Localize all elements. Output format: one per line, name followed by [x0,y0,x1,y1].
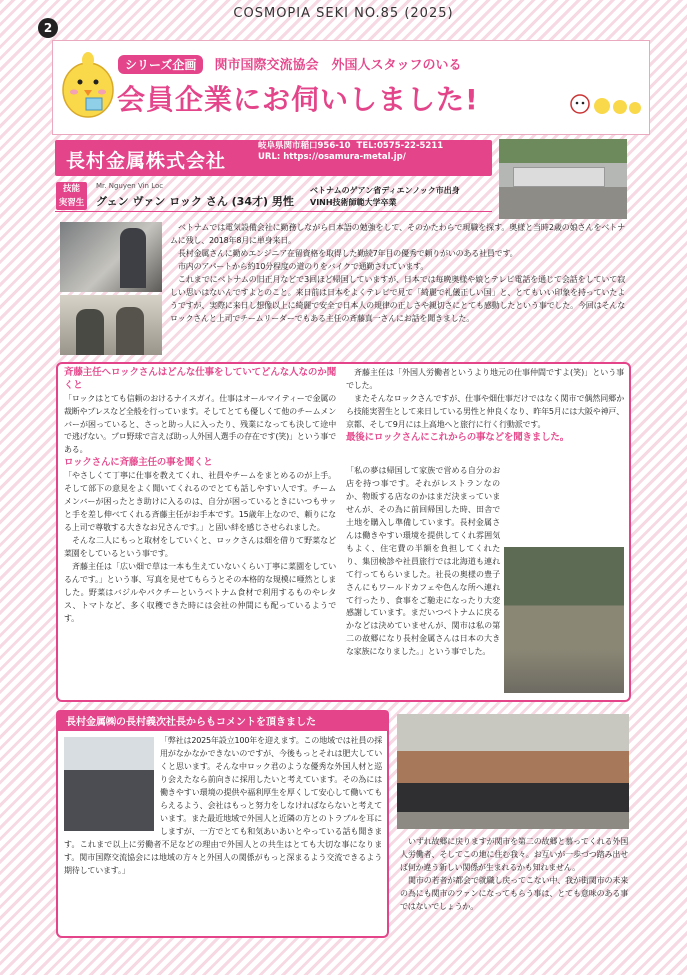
interview-paragraph: 「私の夢は帰国して家族で営める自分のお店を持つ事です。それがレストランなのか、物販する店なのかはまだ決まっていませんが、その為に前回帰国した時、田舎で土地を購入し準備しています。長村金属さんは働きやすい環境を提供してくれ雰囲気もよく、住宅費の半額を負担してくれたり、集団検診や社員旅行では北海道も連れて行ってもらいました。社長の奥様の豊子さんにもワールドカフェや色んな所へ連れて行ったり、食事をご馳走になったり大変感謝しています。まだいつベトナムに戻るかなどは決めていませんが、関市は私の第二の故郷になり長村金属さんは日本の大きな家族になりました。」という事でした。 [346,466,500,657]
work-photo [60,222,162,292]
interview-right-column-top [346,367,624,445]
closing-paragraph: いずれ故郷に戻りますが関市を第二の故郷と慕ってくれる外国人労働者、そしてこの地に住む我々。お互いが一歩づつ踏み出せば何か違う新しい関係が生まれるかも知れません。 [400,837,628,872]
intro-text [170,222,625,326]
page-header-title: COSMOPIA SEKI NO.85 (2025) [233,6,454,21]
interview-paragraph: 「ロックはとても信頼のおけるナイスガイ。仕事はオールマイティーで金属の裁断やプレスなど全般を行っています。そしてとても優しくて他のチームメンバーが困っていると、さっと助っ人に入ったり、残業になっても決して途中で逃げない。プロ野球で言えば助っ人外国人選手の存在です(笑)」という事である。 [64,393,336,455]
company-address: 岐阜県関市稲口956-10 [258,141,351,151]
staff-name: グェン ヴァン ロック さん (34才) 男性 [96,195,294,208]
interview-paragraph: またそんなロックさんですが、仕事や畑仕事だけではなく関市で偶然同郷から技能実習生として来日している男性と仲良くなり、昨年5月には大阪や神戸、京都、そして9月には上高地へと旅行に行く行動派です。 [346,393,624,429]
interview-paragraph: 斉藤主任は「外国人労働者というより地元の仕事仲間ですよ(笑)」という事でした。 [346,368,624,390]
staff-romaji: Mr. Nguyen Vin Loc [96,182,164,190]
factory-photo [499,139,627,219]
staff-origin: ベトナムのゲアン省ディエンノック市出身 [310,186,460,195]
company-url[interactable]: URL: https://osamura-metal.jp/ [258,152,406,163]
president-comment-wrap [64,735,382,933]
closing-paragraph: 関市の若者が都会で就職し戻ってこない中、我が街関市の未来の為にも関市のファンになってもらう事は、とても意味のある事ではないでしょうか。 [400,875,628,911]
intro-paragraph: 市内のアパートから約10分程度の道のりをバイクで通勤されています。 [178,261,429,271]
interview-heading: 最後にロックさんにこれからの事などを聞きました。 [346,431,570,443]
president-comment: 「弊社は2025年設立100年を迎えます。この地域では社員の採用がなかなかできないのですが、今後もっとそれは肥大していくと思います。そんな中ロック君のような優秀な外国人材と巡り会えたなら前向きに採用したいと考えています。その為には働きやすい環境の提供や福利厚生を厚くして安心して働いてもらえるよう、会社はもっと努力をしなければならないと考えています。また最近地域で外国人と近隣の方とのトラブルを耳にしますが、一方でとても和気あいあいとやっている話も聞きます。これまで以上に労働者不足などの理由で外国人との共生はとても大切な事になります。関市国際交流協会には地域の方々と外国人の関係がもっと深まるよう交流できるよう期待しています。」 [64,736,382,875]
intro-paragraph: ベトナムでは電気設備会社に勤務しながら日本語の勉強をして、そのかたわらで現職を探す。奥様と当時2歳の娘さんをベトナムに残し、2018年8月に単身来日。 [170,223,625,245]
banner-title: 会員企業にお伺いしました! [117,83,479,116]
intro-paragraph: これまでにベトナムの旧正月などで3回ほど帰国していますが、日本では毎晩奥様や娘とテレビ電話を通じて会話をしていて寂しい思いはないんですよとのこと。来日前は日本をよくテレビで見て「綺麗で礼儀正しい国」と、とてもいい印象を持っていたようですが、実際に来日し想像以上に綺麗で安全で日本人の規律の正しさや親切さにとても感動したという事でした。今回はそんなロックさんと上司でチームリーダーでもある主任の斉藤真一さんにお話を聞きました。 [170,274,625,323]
mascot-group-icon [566,88,644,118]
interview-left-column [64,367,336,626]
series-badge: シリーズ企画 [118,55,203,74]
banner-subtitle: 関市国際交流協会 外国人スタッフのいる [214,58,462,73]
staff-group-photo [397,714,629,829]
intro-paragraph: 長村金属さんに勤めエンジニア在留資格を取得した勤続7年目の優秀で頼りがいのある社員です。 [178,248,518,258]
wreath-photo [504,547,624,693]
staff-school: VINH技術師範大学卒業 [310,197,397,207]
interview-heading: ロックさんに斉藤主任の事を聞くと [64,457,213,469]
staff-label-1: 技能 [62,184,80,194]
interview-right-column [346,465,624,697]
closing-text [400,836,628,914]
interview-paragraph: 「やさしくて丁寧に仕事を教えてくれ、社員やチームをまとめるのが上手。そして部下の意見をよく聞いてくれるのでとても話しやすい人です。チームメンバーが困ったとき助けに入るのは、自分が困っているときにいつもサッと手を差し伸べてくれる斉藤主任がお手本です。15歳年上なので、頼りになる上司で尊敬する大きなお兄さんです。」と固い絆を感じさせられました。 [64,471,336,533]
president-photo [64,737,154,831]
chick-mascot-icon [58,46,118,122]
interview-paragraph: 斉藤主任は「広い畑で草は一本も生えていないくらい丁寧に菜園をしているんです。」という事、写真を見せてもらうとその本格的な規模に唖然としました。野菜はバジルやパクチーというベトナム食材で利用するものやレタス、トマトなど、多く収穫できた時には会社の仲間にも配っているようです。 [64,561,336,623]
staff-label-2: 実習生 [58,198,85,208]
two-men-photo [60,295,162,355]
interview-paragraph: そんな二人にもっと取材をしていくと、ロックさんは畑を借りて野菜など菜園をしているという事です。 [64,535,336,558]
page-number: 2 [38,18,58,38]
company-name: 長村金属株式会社 [66,150,227,172]
interview-heading: 斉藤主任へロックさんはどんな仕事をしていてどんな人なのか聞くと [64,367,336,391]
company-tel: TEL:0575-22-5211 [356,141,444,151]
president-heading: 長村金属㈱の長村義次社長からもコメントを頂きました [66,717,316,728]
